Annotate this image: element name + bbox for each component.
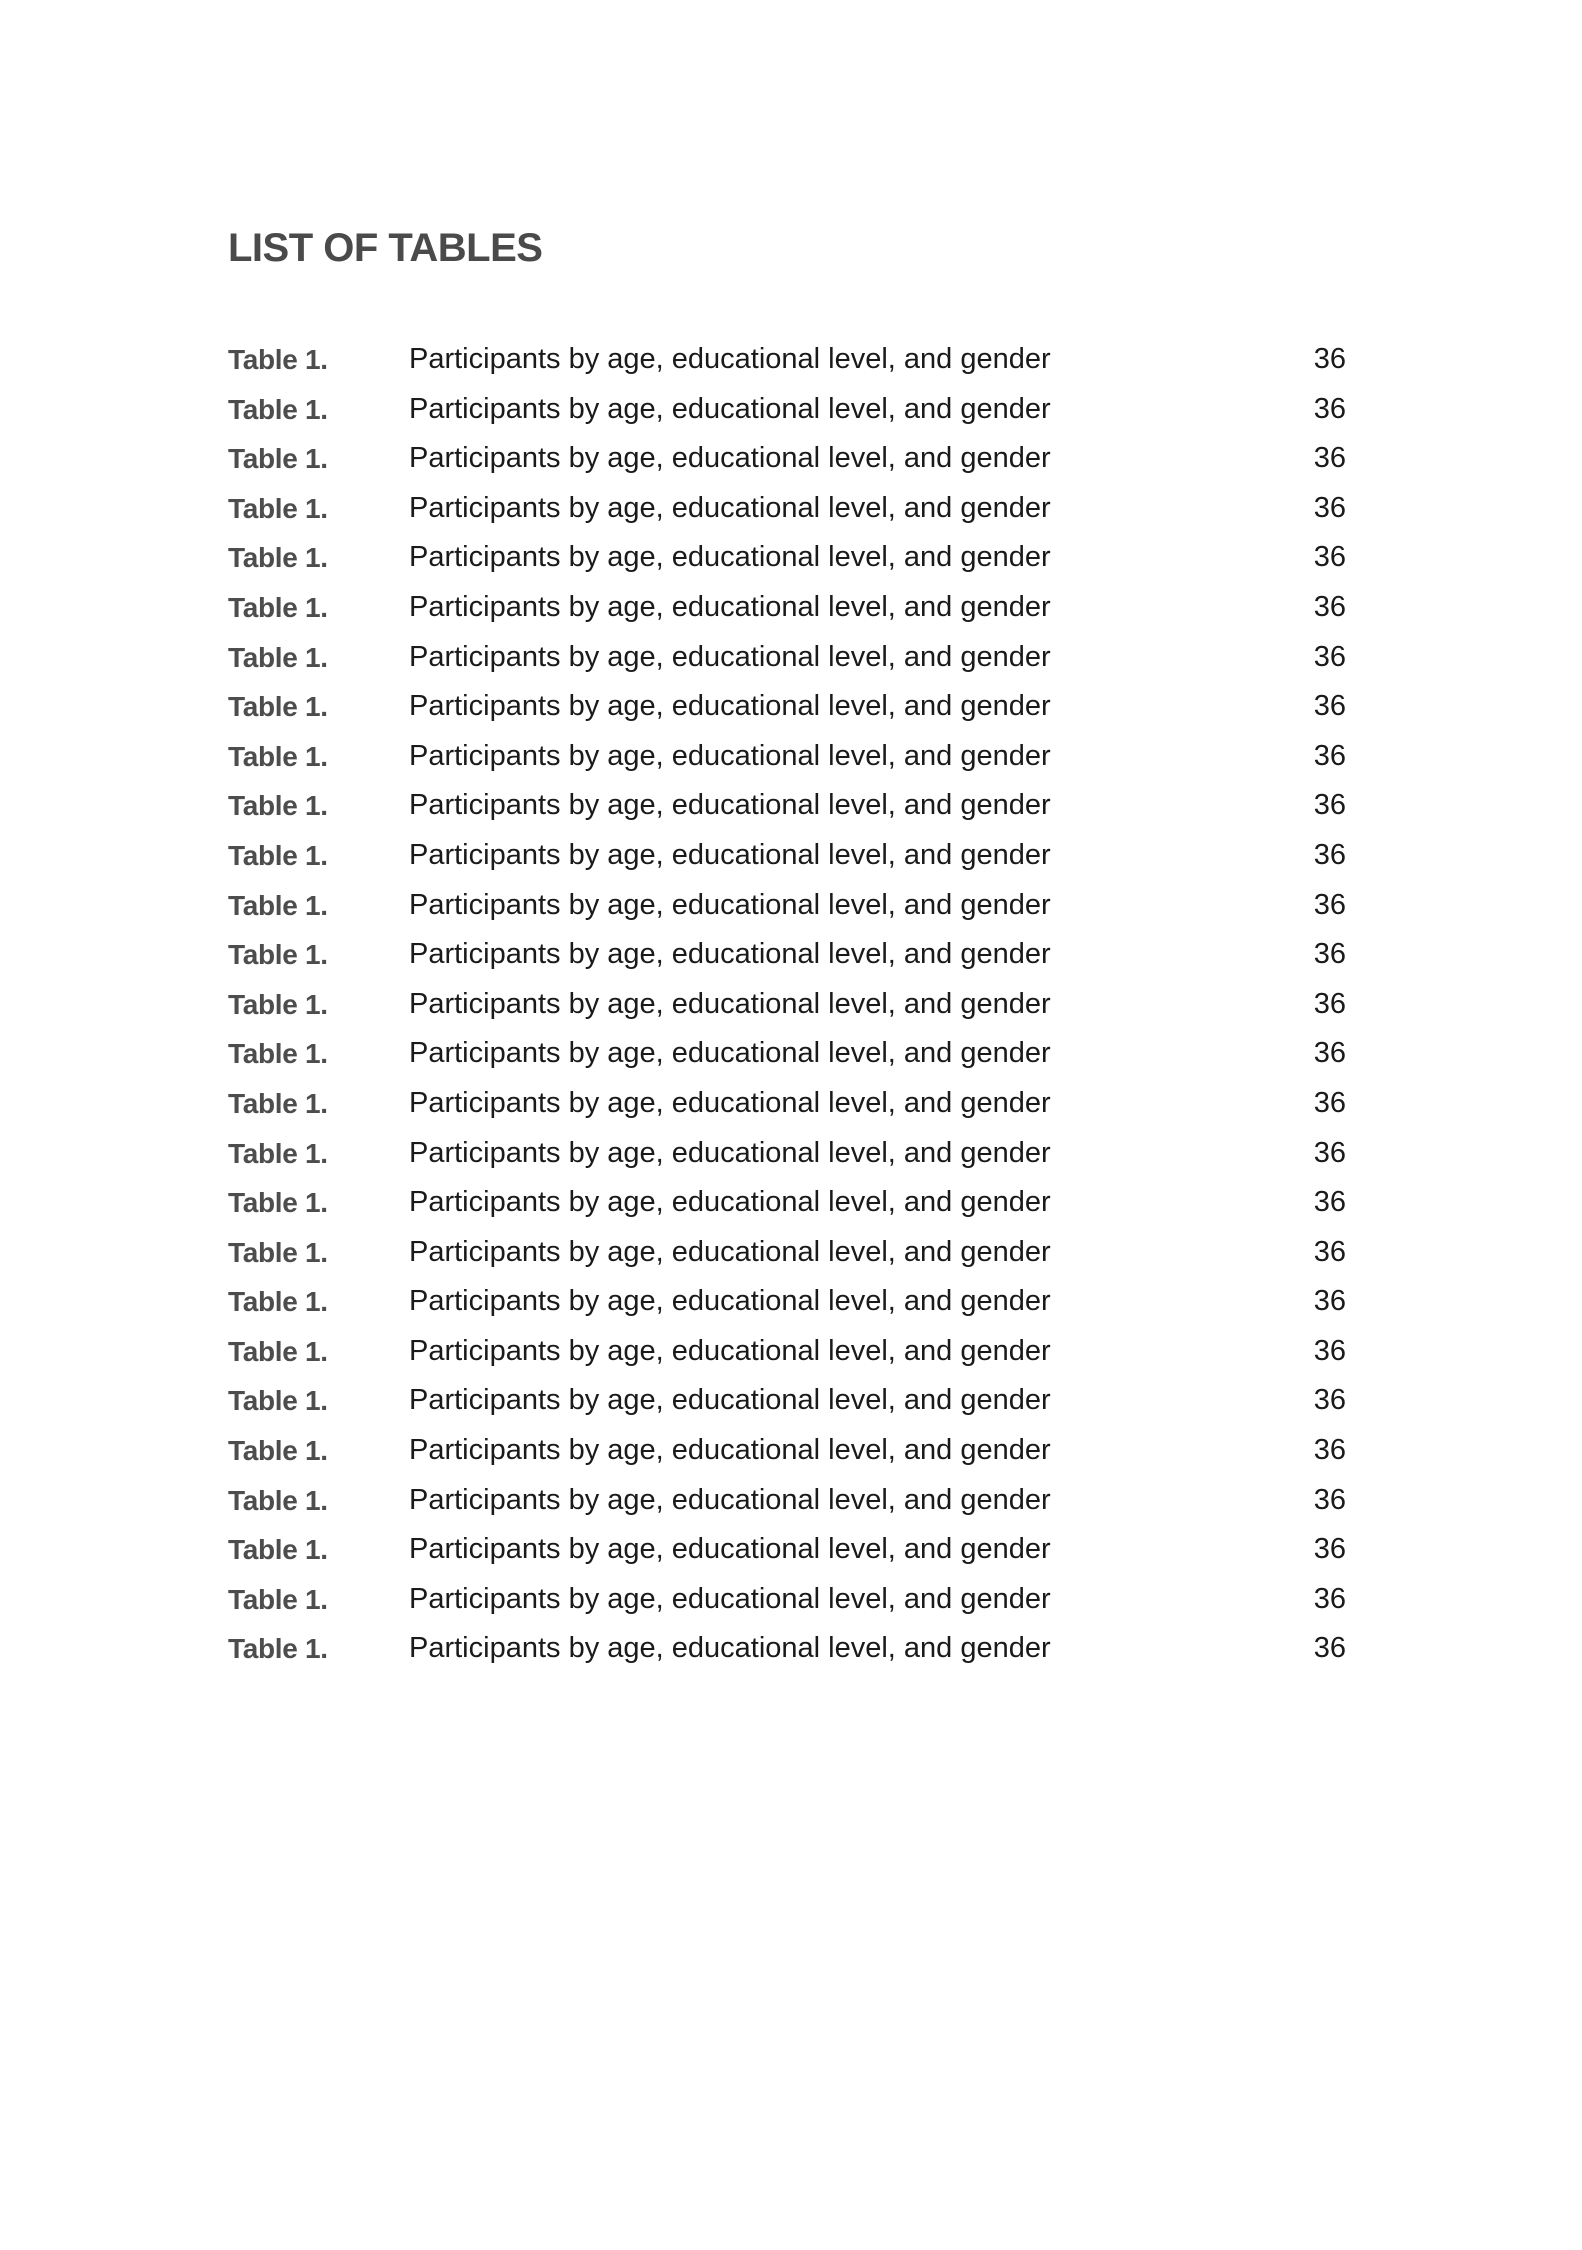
table-number: Table 1. [228, 1435, 328, 1467]
table-caption: Participants by age, educational level, and gender [409, 590, 1051, 623]
page-number: 36 [1313, 690, 1346, 723]
table-entry[interactable] [228, 930, 1346, 980]
table-caption: Participants by age, educational level, and gender [409, 1136, 1051, 1169]
page-number: 36 [1313, 1533, 1346, 1566]
table-caption: Participants by age, educational level, and gender [409, 1533, 1051, 1566]
table-caption: Participants by age, educational level, and gender [409, 442, 1051, 475]
table-number: Table 1. [228, 443, 328, 475]
table-entry[interactable] [228, 1129, 1346, 1179]
table-entry[interactable] [228, 335, 1346, 385]
table-entry[interactable] [228, 1624, 1346, 1674]
page-number: 36 [1313, 590, 1346, 623]
table-caption: Participants by age, educational level, and gender [409, 938, 1051, 971]
table-entry[interactable] [228, 881, 1346, 931]
page-number: 36 [1313, 1086, 1346, 1119]
table-caption: Participants by age, educational level, and gender [409, 343, 1051, 375]
table-entry[interactable] [228, 1178, 1346, 1228]
table-number: Table 1. [228, 393, 328, 425]
page-number: 36 [1313, 491, 1346, 524]
table-number: Table 1. [228, 1137, 328, 1169]
table-caption: Participants by age, educational level, and gender [409, 640, 1051, 673]
table-number: Table 1. [228, 1038, 328, 1070]
page-number: 36 [1313, 343, 1346, 375]
table-caption: Participants by age, educational level, and gender [409, 541, 1051, 574]
table-entry[interactable] [228, 1575, 1346, 1625]
page-number: 36 [1313, 1136, 1346, 1169]
table-number: Table 1. [228, 1583, 328, 1615]
table-number: Table 1. [228, 988, 328, 1020]
page-number: 36 [1313, 1483, 1346, 1516]
table-entry[interactable] [228, 1525, 1346, 1575]
table-entry[interactable] [228, 434, 1346, 484]
table-entry[interactable] [228, 980, 1346, 1030]
table-caption: Participants by age, educational level, and gender [409, 1235, 1051, 1268]
table-entry[interactable] [228, 1426, 1346, 1476]
table-entry[interactable] [228, 1228, 1346, 1278]
table-entry[interactable] [228, 633, 1346, 683]
table-entry[interactable] [228, 682, 1346, 732]
table-caption: Participants by age, educational level, and gender [409, 1483, 1051, 1516]
table-entry[interactable] [228, 1079, 1346, 1129]
table-entry[interactable] [228, 1476, 1346, 1526]
table-caption: Participants by age, educational level, and gender [409, 987, 1051, 1020]
table-caption: Participants by age, educational level, and gender [409, 1582, 1051, 1615]
page-number: 36 [1313, 739, 1346, 772]
table-number: Table 1. [228, 1187, 328, 1219]
table-number: Table 1. [228, 1484, 328, 1516]
table-caption: Participants by age, educational level, and gender [409, 1086, 1051, 1119]
page-number: 36 [1313, 789, 1346, 822]
page-number: 36 [1313, 1384, 1346, 1417]
table-number: Table 1. [228, 1335, 328, 1367]
page-number: 36 [1313, 640, 1346, 673]
page-number: 36 [1313, 838, 1346, 871]
table-entry[interactable] [228, 1327, 1346, 1377]
table-number: Table 1. [228, 740, 328, 772]
table-number: Table 1. [228, 591, 328, 623]
table-caption: Participants by age, educational level, and gender [409, 789, 1051, 822]
page-number: 36 [1313, 541, 1346, 574]
table-number: Table 1. [228, 1087, 328, 1119]
table-entry[interactable] [228, 1029, 1346, 1079]
table-caption: Participants by age, educational level, and gender [409, 1434, 1051, 1467]
table-number: Table 1. [228, 641, 328, 673]
table-number: Table 1. [228, 542, 328, 574]
table-number: Table 1. [228, 1633, 328, 1665]
table-entry[interactable] [228, 484, 1346, 534]
page-number: 36 [1313, 392, 1346, 425]
table-caption: Participants by age, educational level, and gender [409, 1037, 1051, 1070]
table-entry[interactable] [228, 533, 1346, 583]
table-number: Table 1. [228, 1534, 328, 1566]
table-number: Table 1. [228, 1236, 328, 1268]
table-number: Table 1. [228, 492, 328, 524]
page-number: 36 [1313, 442, 1346, 475]
table-caption: Participants by age, educational level, and gender [409, 1632, 1051, 1665]
table-caption: Participants by age, educational level, and gender [409, 838, 1051, 871]
table-number: Table 1. [228, 344, 328, 375]
table-number: Table 1. [228, 790, 328, 822]
table-entry[interactable] [228, 385, 1346, 435]
table-entry[interactable] [228, 831, 1346, 881]
page-number: 36 [1313, 1037, 1346, 1070]
page-number: 36 [1313, 1285, 1346, 1318]
table-caption: Participants by age, educational level, and gender [409, 392, 1051, 425]
page-number: 36 [1313, 1582, 1346, 1615]
table-caption: Participants by age, educational level, and gender [409, 491, 1051, 524]
page-title: LIST OF TABLES [228, 226, 543, 270]
table-number: Table 1. [228, 839, 328, 871]
table-number: Table 1. [228, 691, 328, 723]
table-number: Table 1. [228, 889, 328, 921]
page-number: 36 [1313, 1632, 1346, 1665]
table-list [228, 335, 1346, 1674]
table-caption: Participants by age, educational level, and gender [409, 888, 1051, 921]
page-number: 36 [1313, 987, 1346, 1020]
table-entry[interactable] [228, 781, 1346, 831]
table-caption: Participants by age, educational level, and gender [409, 739, 1051, 772]
table-caption: Participants by age, educational level, and gender [409, 690, 1051, 723]
page-number: 36 [1313, 938, 1346, 971]
page-number: 36 [1313, 1235, 1346, 1268]
page-number: 36 [1313, 1334, 1346, 1367]
table-entry[interactable] [228, 583, 1346, 633]
table-entry[interactable] [228, 1376, 1346, 1426]
table-caption: Participants by age, educational level, and gender [409, 1285, 1051, 1318]
table-number: Table 1. [228, 1286, 328, 1318]
table-caption: Participants by age, educational level, and gender [409, 1186, 1051, 1219]
page-number: 36 [1313, 1186, 1346, 1219]
table-caption: Participants by age, educational level, and gender [409, 1334, 1051, 1367]
table-caption: Participants by age, educational level, and gender [409, 1384, 1051, 1417]
page-number: 36 [1313, 1434, 1346, 1467]
table-number: Table 1. [228, 1385, 328, 1417]
table-number: Table 1. [228, 939, 328, 971]
page-number: 36 [1313, 888, 1346, 921]
table-entry[interactable] [228, 732, 1346, 782]
table-entry[interactable] [228, 1277, 1346, 1327]
